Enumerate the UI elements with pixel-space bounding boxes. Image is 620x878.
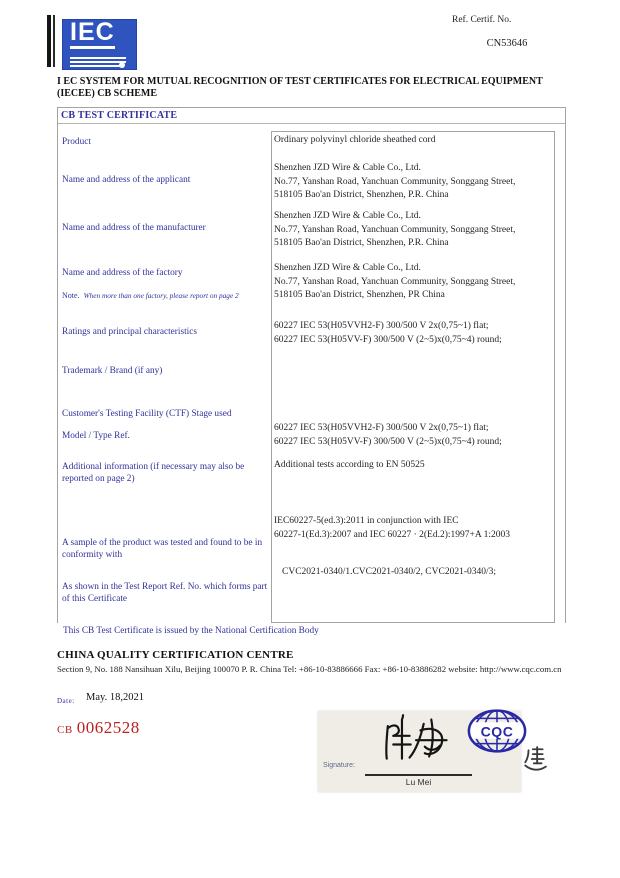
value-line: 60227 IEC 53(H05VVH2-F) 300/500 V 2x(0,75~1) flat;	[274, 321, 489, 331]
value-line: Ordinary polyvinyl chloride sheathed cord	[274, 135, 436, 145]
scheme-heading-line1: I EC SYSTEM FOR MUTUAL RECOGNITION OF TEST CERTIFICATES FOR ELECTRICAL EQUIPMENT	[57, 76, 543, 87]
note-text: When more than one factory, please report on page 2	[83, 291, 239, 300]
value-line: Shenzhen JZD Wire & Cable Co., Ltd.	[274, 163, 421, 173]
value-line: IEC60227-5(ed.3):2011 in conjunction with IEC	[274, 516, 459, 526]
values-column-box	[271, 131, 555, 623]
date-label: Date:	[57, 697, 75, 705]
note-prefix: Note.	[62, 291, 80, 300]
row-value-factory	[274, 262, 550, 303]
iec-logo	[62, 19, 137, 70]
iec-logo-line	[70, 57, 126, 59]
ref-certif-label: Ref. Certif. No.	[452, 15, 512, 25]
row-label-manufacturer: Name and address of the manufacturer	[62, 223, 206, 233]
scheme-heading	[57, 76, 569, 99]
row-label-trademark: Trademark / Brand (if any)	[62, 366, 163, 376]
row-value-manufacturer	[274, 210, 550, 251]
value-line: Additional tests according to EN 50525	[274, 460, 425, 470]
certificate-table	[57, 107, 566, 623]
cb-prefix: CB	[57, 724, 73, 736]
issued-by-statement: This CB Test Certificate is issued by the National Certification Body	[63, 626, 319, 636]
value-line: 518105 Bao'an District, Shenzhen, P.R. China	[274, 238, 449, 248]
value-line: No.77, Yanshan Road, Yanchuan Community, Songgang Street,	[274, 224, 516, 235]
row-label-model-type: Model / Type Ref.	[62, 431, 130, 441]
signature-label: Signature:	[323, 762, 355, 769]
iec-logo-line	[70, 65, 120, 67]
signatory-name: Lu Mei	[405, 777, 432, 787]
handwritten-signature	[356, 713, 474, 763]
iec-logo-dot	[119, 62, 125, 68]
row-label-ratings: Ratings and principal characteristics	[62, 327, 198, 337]
row-value-applicant	[274, 162, 550, 203]
value-line: No.77, Yanshan Road, Yanchuan Community, Songgang Street,	[274, 176, 516, 187]
value-line: No.77, Yanshan Road, Yanchuan Community, Songgang Street,	[274, 276, 516, 287]
value-line: Shenzhen JZD Wire & Cable Co., Ltd.	[274, 211, 421, 221]
row-label-conformity: A sample of the product was tested and found to be in conformity with	[62, 538, 263, 560]
row-note-factory	[62, 285, 292, 303]
row-label-applicant: Name and address of the applicant	[62, 175, 191, 185]
value-line: 518105 Bao'an District, Shenzhen, PR China	[274, 290, 445, 300]
value-line: 518105 Bao'an District, Shenzhen, P.R. China	[274, 190, 449, 200]
row-label-ctf-stage: Customer's Testing Facility (CTF) Stage used	[62, 409, 232, 419]
cb-certificate-number	[57, 718, 140, 738]
date-value: May. 18,2021	[86, 692, 144, 703]
row-label-test-report: As shown in the Test Report Ref. No. which forms part of this Certificate	[62, 582, 268, 604]
iec-logo-text: IEC	[70, 18, 115, 49]
ref-certif-number: CN53646	[486, 38, 528, 49]
value-line: 60227 IEC 53(H05VVH2-F) 300/500 V 2x(0,75~1) flat;	[274, 423, 489, 433]
certificate-title: CB TEST CERTIFICATE	[61, 110, 178, 121]
row-label-additional-info: Additional information (if necessary may also be reported on page 2)	[62, 462, 245, 484]
row-value-product	[274, 134, 550, 148]
row-value-model-type	[274, 422, 550, 449]
row-label-product: Product	[62, 137, 91, 147]
cqc-logo-text: CQC	[480, 723, 514, 740]
value-line: 60227 IEC 53(H05VV-F) 300/500 V (2~5)x(0,75~4) round;	[274, 436, 502, 447]
row-label-factory: Name and address of the factory	[62, 268, 183, 278]
value-line: CVC2021-0340/1.CVC2021-0340/2, CVC2021-0340/3;	[282, 567, 497, 577]
jian-stamp-character	[523, 746, 547, 772]
cqc-logo	[466, 708, 528, 754]
row-value-test-report	[282, 566, 558, 580]
row-value-additional-info	[274, 459, 550, 473]
iec-logo-left-bar	[47, 15, 51, 67]
row-value-ratings	[274, 320, 550, 347]
scheme-heading-line2: (IECEE) CB SCHEME	[57, 87, 158, 99]
signature-line	[365, 774, 472, 776]
certification-body-name: CHINA QUALITY CERTIFICATION CENTRE	[57, 649, 294, 661]
iec-logo-line	[70, 61, 126, 63]
certificate-title-row	[58, 108, 565, 124]
iec-logo-left-bar-thin	[53, 15, 55, 67]
value-line: 60227-1(Ed.3):2007 and IEC 60227 · 2(Ed.2):1997+A 1:2003	[274, 529, 510, 540]
cb-number: 0062528	[76, 718, 140, 737]
certification-body-address: Section 9, No. 188 Nansihuan Xilu, Beijing 100070 P. R. China Tel: +86-10-83886666 Fax: +86-10-83886282 website: http://www.cqc.com.cn	[57, 664, 562, 674]
value-line: Shenzhen JZD Wire & Cable Co., Ltd.	[274, 263, 421, 273]
value-line: 60227 IEC 53(H05VV-F) 300/500 V (2~5)x(0,75~4) round;	[274, 334, 502, 345]
row-value-conformity	[274, 515, 550, 542]
